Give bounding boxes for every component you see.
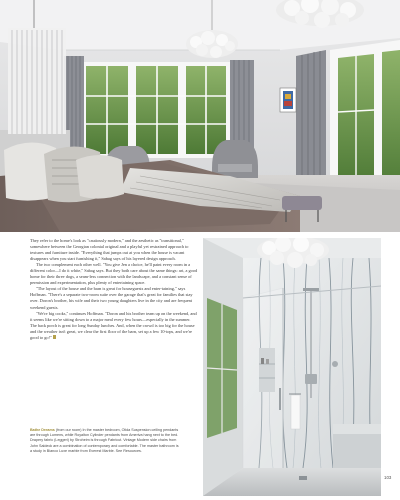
page-number: 103: [384, 475, 392, 480]
shower-bench: [333, 424, 381, 468]
armchair-right: [212, 140, 258, 178]
article-paragraph: "The layout of the house and the barn is great for houseguests and enter-taining," says Hoffman. "There's a separate two-room suite over the garage that's great for families that stay over. Doron's brother, his wife and their two young daughters live in the city and are frequent weekend guests.: [30, 286, 193, 310]
caption-heading: Bathe Dreams: [30, 428, 55, 432]
article-paragraph: The two complement each other well. "You give Jen a choice, he'll paint every room in a different color—I do it white," Sabag says. But they both care about the same things: art, a good home for their three dogs, a seam-less connection with the landscape, and a constant sense of permission and experimentation, plus plenty of entertaining space.: [30, 262, 198, 286]
window-right: [330, 40, 400, 196]
towel: [289, 394, 301, 429]
window-group-back: [82, 62, 230, 158]
article-paragraph-text: "We're big cooks," continues Hoffman. "Doron and his brother team up on the weekend, and it seems like we're sitting down to a major meal every few hours—especially in the summer. The back porch is great for long Sunday lunches. And, when the crowd is too big for the house and the weather isn't great, we clear the first floor of the barn, set up a few 10-tops, and we're good to go!": [30, 310, 197, 340]
end-mark-icon: [53, 335, 57, 339]
article-paragraph: They refer to the home's look as "cautiously modern," and the aesthetic as "transitional," somewhere between the Georgian colonial original and a playful yet restrained approach to textures and furniture inside. "Everything that jumps out at you when the house is vacant disappears when you start furnishing it," Sabag says of his layered design approach.: [30, 238, 189, 262]
bedroom-photo: [0, 0, 400, 232]
caption-body: (from our room) In the master bedroom, Olida Suspension ceiling pendants are through Lumens, while Royalton Cylinder pendants from Ameriva hang next to the bed. Drapery fabric (Leggeri) by Stroheim is through Fabricut. Vintage Modern side chairs from John Saldeck are a combination of contemporary and comfortable. The master bathroom is a study in Bianco Luxe marble from Everest Marble. See Resources.: [30, 428, 179, 453]
article-paragraph-last: [30, 311, 198, 341]
curtain-right: [296, 50, 326, 180]
article-body: [30, 238, 198, 341]
bathroom-window: [207, 298, 237, 438]
wall-artwork: [280, 88, 296, 112]
bathroom-photo: [203, 238, 381, 496]
caption-text: [30, 428, 180, 454]
photo-caption: [30, 428, 180, 454]
